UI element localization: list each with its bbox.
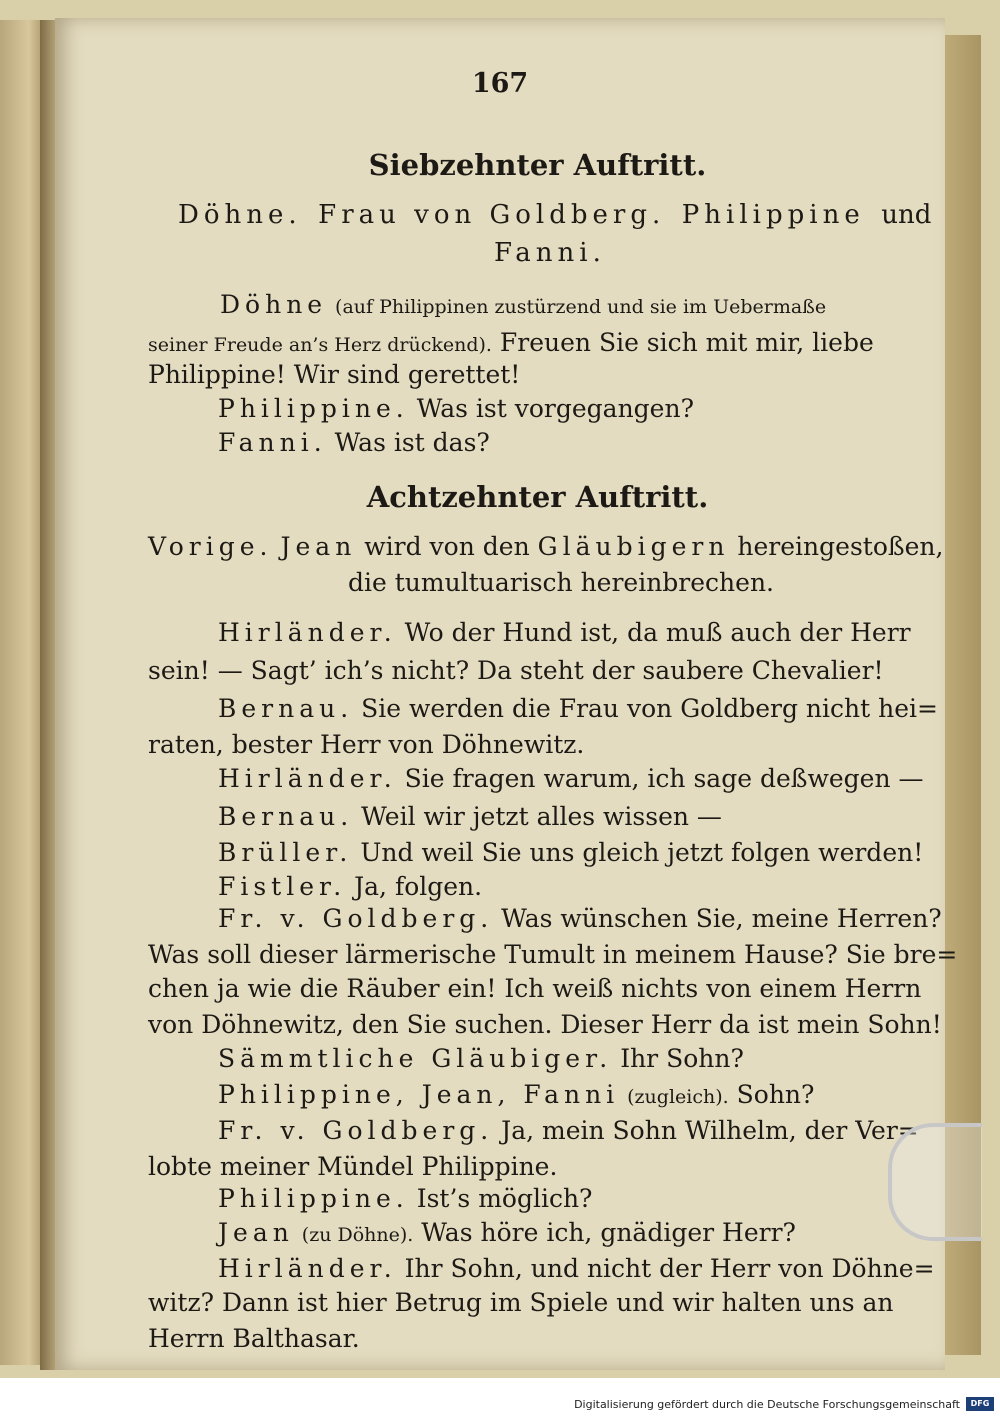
dialogue-line — [218, 618, 911, 647]
dialogue-line — [148, 730, 584, 759]
dialogue-line — [218, 838, 923, 867]
page-number: 167 — [471, 68, 529, 99]
dialogue-line — [218, 694, 938, 723]
dialogue-line — [218, 1218, 796, 1247]
dialogue-line — [218, 1080, 814, 1109]
scene-heading-17: Siebzehnter Auftritt. — [368, 148, 707, 182]
speaker-name: Fr. v. Goldberg. — [218, 1116, 494, 1145]
dialogue-text: Ihr Sohn? — [620, 1044, 744, 1073]
dialogue-line — [148, 656, 884, 685]
dialogue-text: Wo der Hund ist, da muß auch der Herr — [404, 618, 911, 647]
dialogue-text: Sohn? — [736, 1080, 815, 1109]
cast-list-1-cont: Fanni. — [494, 238, 606, 268]
speaker-name: Fanni. — [218, 428, 327, 457]
speaker-name: Bernau. — [218, 802, 354, 831]
speaker-name: Sämmtliche Gläubiger. — [218, 1044, 613, 1073]
dialogue-line: seiner Freude an’s Herz drückend). Freuen Sie sich mit mir, liebe — [148, 328, 874, 357]
dialogue-text: Herrn Balthasar. — [148, 1324, 360, 1353]
dialogue-line — [218, 1254, 935, 1283]
speaker-name: Hirländer. — [218, 764, 397, 793]
dialogue-text: von Döhnewitz, den Sie suchen. Dieser Herr da ist mein Sohn! — [148, 1010, 942, 1039]
dialogue-line — [220, 290, 826, 319]
dialogue-line: Fanni. Was ist das? — [218, 428, 490, 457]
stage-direction: (zugleich). — [627, 1086, 729, 1108]
speaker-name: Philippine. — [218, 1184, 409, 1213]
scene-heading-18: Achtzehnter Auftritt. — [366, 480, 709, 514]
dialogue-line — [148, 1010, 942, 1039]
speaker-name: Fistler. — [218, 872, 347, 901]
cast-list-2-cont: die tumultuarisch hereinbrechen. — [348, 568, 775, 597]
dialogue-text: Ihr Sohn, und nicht der Herr von Döhne= — [404, 1254, 935, 1283]
dialogue-text: Weil wir jetzt alles wissen — — [361, 802, 722, 831]
dialogue-line — [218, 1116, 919, 1145]
speaker-name: Hirländer. — [218, 618, 397, 647]
dialogue-text: witz? Dann ist hier Betrug im Spiele und wir halten uns an — [148, 1288, 894, 1317]
dfg-logo: DFG — [966, 1397, 994, 1411]
dialogue-text: Was wünschen Sie, meine Herren? — [501, 904, 942, 933]
stage-direction: (zu Döhne). — [301, 1224, 414, 1246]
dialogue-line — [148, 940, 957, 969]
footer-credit: Digitalisierung gefördert durch die Deutsche Forschungsgemeinschaft — [574, 1398, 960, 1411]
dialogue-text: Ist’s möglich? — [416, 1184, 593, 1213]
dialogue-line — [218, 1184, 592, 1213]
dialogue-text: raten, bester Herr von Döhnewitz. — [148, 730, 585, 759]
speaker-name: Döhne — [220, 290, 328, 319]
dialogue-line — [148, 1152, 557, 1181]
speaker-name: Philippine, Jean, Fanni — [218, 1080, 620, 1109]
dialogue-line: Philippine. Was ist vorgegangen? — [218, 394, 694, 423]
dialogue-line — [148, 974, 921, 1003]
speaker-name: Hirländer. — [218, 1254, 397, 1283]
stage-direction: seiner Freude an’s Herz drückend). — [148, 334, 492, 356]
dialogue-text: Ja, folgen. — [354, 872, 483, 901]
dialogue-text: chen ja wie die Räuber ein! Ich weiß nichts von einem Herrn — [148, 974, 922, 1003]
stage-direction: (auf Philippinen zustürzend und sie im Uebermaße — [335, 296, 827, 318]
dialogue-line — [148, 1324, 360, 1353]
dialogue-line — [218, 872, 482, 901]
speaker-name: Bernau. — [218, 694, 354, 723]
dialogue-line: Philippine! Wir sind gerettet! — [148, 360, 521, 389]
dialogue-text: Was höre ich, gnädiger Herr? — [421, 1218, 796, 1247]
speaker-name: Jean — [218, 1218, 294, 1247]
dialogue-text: Sie werden die Frau von Goldberg nicht hei= — [361, 694, 938, 723]
dialogue-line — [218, 802, 722, 831]
dialogue-text: lobte meiner Mündel Philippine. — [148, 1152, 558, 1181]
speaker-name: Philippine. — [218, 394, 409, 423]
cast-list-1: Döhne. Frau von Goldberg. Philippine und — [178, 200, 932, 230]
binder-clip — [888, 1123, 982, 1241]
dialogue-text: sein! — Sagt’ ich’s nicht? Da steht der saubere Chevalier! — [148, 656, 884, 685]
dialogue-text: Ja, mein Sohn Wilhelm, der Ver= — [501, 1116, 919, 1145]
speaker-name: Brüller. — [218, 838, 353, 867]
speaker-name: Fr. v. Goldberg. — [218, 904, 494, 933]
dialogue-line — [148, 1288, 894, 1317]
dialogue-text: Was soll dieser lärmerische Tumult in meinem Hause? Sie bre= — [148, 940, 958, 969]
cast-list-2: Vorige. Jean wird von den Gläubigern hereingestoßen, — [148, 532, 944, 561]
dialogue-line — [218, 764, 924, 793]
dialogue-line — [218, 904, 942, 933]
dialogue-text: Und weil Sie uns gleich jetzt folgen werden! — [360, 838, 924, 867]
dialogue-text: Sie fragen warum, ich sage deßwegen — — [404, 764, 924, 793]
dialogue-line — [218, 1044, 744, 1073]
